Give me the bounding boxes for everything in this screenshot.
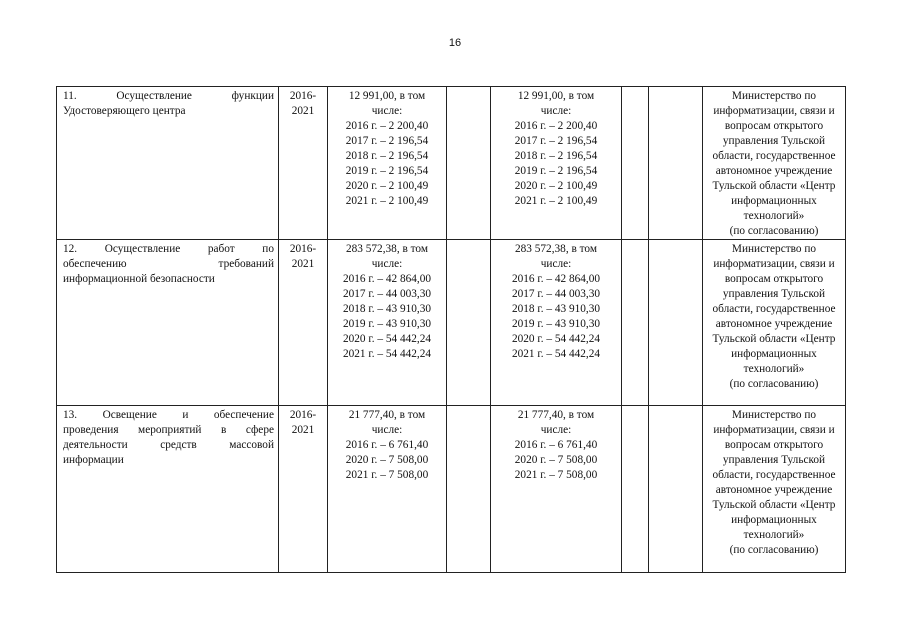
total-amount-cell — [328, 240, 447, 406]
activity-name-cell-line: информации — [63, 454, 124, 466]
executor-cell-line: информационных — [731, 514, 817, 526]
budget-amount-cell-line: 12 991,00, в том — [517, 90, 595, 102]
total-amount-cell-line: 21 777,40, в том — [348, 409, 426, 421]
executor-cell-line: (по согласованию) — [729, 225, 819, 237]
executor-cell-line: управления Тульской — [722, 135, 826, 147]
executor-cell — [703, 87, 846, 240]
budget-amount-cell — [491, 87, 622, 240]
budget-amount-cell-line: 2021 г. – 54 442,24 — [511, 348, 601, 360]
budget-amount-cell-line: 2018 г. – 43 910,30 — [511, 303, 601, 315]
budget-amount-cell-line: 2018 г. – 2 196,54 — [514, 150, 598, 162]
activity-name-cell-line: Удостоверяющего центра — [63, 105, 186, 117]
total-amount-cell-line: 2020 г. – 2 100,49 — [345, 180, 429, 192]
budget-amount-cell-line: 2020 г. – 2 100,49 — [514, 180, 598, 192]
executor-cell-line: информатизации, связи и — [713, 258, 835, 270]
total-amount-cell-line: 2018 г. – 43 910,30 — [342, 303, 432, 315]
table-row — [57, 240, 846, 406]
empty-cell — [447, 240, 491, 406]
period-cell-line: 2016- — [289, 243, 317, 255]
executor-cell-line: Тульской области «Центр — [712, 180, 836, 192]
period-cell-line: 2021 — [291, 105, 315, 117]
executor-cell-line: Тульской области «Центр — [712, 333, 836, 345]
budget-amount-cell-line: 2019 г. – 43 910,30 — [511, 318, 601, 330]
budget-amount-cell-line: числе: — [540, 105, 572, 117]
empty-cell — [447, 87, 491, 240]
budget-amount-cell-line: 2021 г. – 2 100,49 — [514, 195, 598, 207]
empty-cell — [622, 87, 649, 240]
executor-cell-line: управления Тульской — [722, 454, 826, 466]
total-amount-cell-line: 12 991,00, в том — [348, 90, 426, 102]
period-cell — [279, 406, 328, 573]
budget-amount-cell-line: 2021 г. – 7 508,00 — [514, 469, 598, 481]
executor-cell-line: управления Тульской — [722, 288, 826, 300]
activity-name-cell-line: 13. Освещение и обеспечение — [63, 409, 274, 421]
budget-amount-cell-line: 2016 г. – 42 864,00 — [511, 273, 601, 285]
activity-name-cell-line: 11. Осуществление функции — [63, 90, 274, 102]
executor-cell-line: технологий» — [743, 529, 805, 541]
total-amount-cell-line: числе: — [371, 105, 403, 117]
activity-name-cell — [57, 240, 279, 406]
executor-cell-line: автономное учреждение — [715, 318, 833, 330]
period-cell-line: 2021 — [291, 424, 315, 436]
activity-name-cell-line: информационной безопасности — [63, 273, 215, 285]
executor-cell-line: вопросам открытого — [724, 273, 824, 285]
table-row — [57, 87, 846, 240]
empty-cell — [622, 240, 649, 406]
total-amount-cell-line: 2016 г. – 6 761,40 — [345, 439, 429, 451]
total-amount-cell-line: 2021 г. – 2 100,49 — [345, 195, 429, 207]
total-amount-cell-line: 2019 г. – 43 910,30 — [342, 318, 432, 330]
total-amount-cell-line: числе: — [371, 424, 403, 436]
activity-name-cell — [57, 87, 279, 240]
empty-cell — [447, 406, 491, 573]
total-amount-cell-line: числе: — [371, 258, 403, 270]
period-cell — [279, 87, 328, 240]
total-amount-cell-line: 2020 г. – 7 508,00 — [345, 454, 429, 466]
budget-amount-cell-line: 21 777,40, в том — [517, 409, 595, 421]
period-cell-line: 2021 — [291, 258, 315, 270]
total-amount-cell-line: 2021 г. – 54 442,24 — [342, 348, 432, 360]
total-amount-cell-line: 2016 г. – 42 864,00 — [342, 273, 432, 285]
total-amount-cell-line: 2021 г. – 7 508,00 — [345, 469, 429, 481]
activity-name-cell-line: обеспечению требований — [63, 258, 274, 270]
budget-amount-cell-line: числе: — [540, 424, 572, 436]
total-amount-cell-line: 2019 г. – 2 196,54 — [345, 165, 429, 177]
executor-cell — [703, 406, 846, 573]
total-amount-cell — [328, 87, 447, 240]
budget-amount-cell-line: 2020 г. – 7 508,00 — [514, 454, 598, 466]
executor-cell-line: вопросам открытого — [724, 120, 824, 132]
executor-cell-line: области, государственное — [712, 303, 836, 315]
executor-cell — [703, 240, 846, 406]
budget-amount-cell — [491, 406, 622, 573]
budget-amount-cell-line: 2016 г. – 2 200,40 — [514, 120, 598, 132]
total-amount-cell-line: 2018 г. – 2 196,54 — [345, 150, 429, 162]
executor-cell-line: информационных — [731, 195, 817, 207]
executor-cell-line: автономное учреждение — [715, 165, 833, 177]
activity-name-cell — [57, 406, 279, 573]
total-amount-cell-line: 2020 г. – 54 442,24 — [342, 333, 432, 345]
total-amount-cell-line: 2017 г. – 44 003,30 — [342, 288, 432, 300]
total-amount-cell — [328, 406, 447, 573]
executor-cell-line: технологий» — [743, 363, 805, 375]
budget-amount-cell-line: 2017 г. – 44 003,30 — [511, 288, 601, 300]
activity-name-cell-line: проведения мероприятий в сфере — [63, 424, 274, 436]
budget-amount-cell-line: 2017 г. – 2 196,54 — [514, 135, 598, 147]
budget-amount-cell-line: числе: — [540, 258, 572, 270]
executor-cell-line: Министерство по — [731, 409, 817, 421]
period-cell-line: 2016- — [289, 90, 317, 102]
activity-name-cell-line: деятельности средств массовой — [63, 439, 274, 451]
executor-cell-line: технологий» — [743, 210, 805, 222]
executor-cell-line: Тульской области «Центр — [712, 499, 836, 511]
table-row — [57, 406, 846, 573]
empty-cell — [649, 406, 703, 573]
executor-cell-line: вопросам открытого — [724, 439, 824, 451]
executor-cell-line: информатизации, связи и — [713, 105, 835, 117]
executor-cell-line: Министерство по — [731, 90, 817, 102]
executor-cell-line: информационных — [731, 348, 817, 360]
empty-cell — [649, 87, 703, 240]
budget-amount-cell — [491, 240, 622, 406]
program-table — [56, 86, 846, 573]
executor-cell-line: информатизации, связи и — [713, 424, 835, 436]
total-amount-cell-line: 2017 г. – 2 196,54 — [345, 135, 429, 147]
executor-cell-line: Министерство по — [731, 243, 817, 255]
executor-cell-line: автономное учреждение — [715, 484, 833, 496]
budget-amount-cell-line: 2016 г. – 6 761,40 — [514, 439, 598, 451]
page-number: 16 — [448, 37, 462, 49]
total-amount-cell-line: 283 572,38, в том — [345, 243, 428, 255]
executor-cell-line: области, государственное — [712, 469, 836, 481]
executor-cell-line: области, государственное — [712, 150, 836, 162]
budget-amount-cell-line: 283 572,38, в том — [514, 243, 597, 255]
total-amount-cell-line: 2016 г. – 2 200,40 — [345, 120, 429, 132]
empty-cell — [649, 240, 703, 406]
period-cell-line: 2016- — [289, 409, 317, 421]
executor-cell-line: (по согласованию) — [729, 378, 819, 390]
budget-amount-cell-line: 2019 г. – 2 196,54 — [514, 165, 598, 177]
budget-amount-cell-line: 2020 г. – 54 442,24 — [511, 333, 601, 345]
empty-cell — [622, 406, 649, 573]
period-cell — [279, 240, 328, 406]
activity-name-cell-line: 12. Осуществление работ по — [63, 243, 274, 255]
executor-cell-line: (по согласованию) — [729, 544, 819, 556]
